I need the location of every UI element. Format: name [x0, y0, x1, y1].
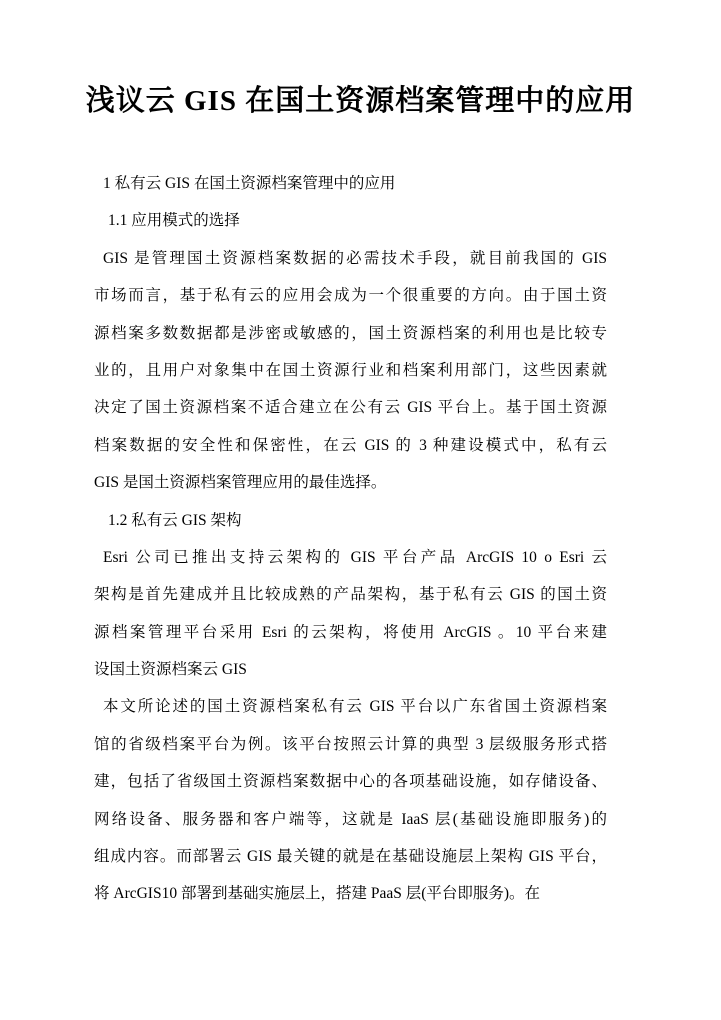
paragraph-line: 源档案管理平台采用 Esri 的云架构，将使用 ArcGIS 。10 平台来建	[94, 623, 607, 641]
paragraph-line: 决定了国土资源档案不适合建立在公有云 GIS 平台上。基于国土资源	[94, 399, 607, 417]
paragraph-line: 档案数据的安全性和保密性，在云 GIS 的 3 种建设模式中，私有云	[94, 436, 607, 454]
paragraph-line: 馆的省级档案平台为例。该平台按照云计算的典型 3 层级服务形式搭	[94, 735, 607, 753]
paragraph-line: 源档案多数数据都是涉密或敏感的，国土资源档案的利用也是比较专	[94, 324, 607, 342]
paragraph-line: 架构是首先建成并且比较成熟的产品架构，基于私有云 GIS 的国土资	[94, 586, 607, 604]
paragraph-line: GIS 是管理国土资源档案数据的必需技术手段，就目前我国的 GIS	[103, 249, 607, 267]
section-heading	[94, 202, 607, 239]
paragraph-line: 组成内容。而部署云 GIS 最关键的就是在基础设施层上架构 GIS 平台，	[94, 848, 607, 866]
paragraph-line: 市场而言，基于私有云的应用会成为一个很重要的方向。由于国土资	[94, 287, 607, 305]
paragraph-line: 业的，且用户对象集中在国土资源行业和档案利用部门，这些因素就	[94, 361, 607, 379]
paragraph	[94, 539, 607, 689]
section-heading	[94, 165, 607, 202]
document-body	[94, 165, 607, 913]
paragraph-line: 本文所论述的国土资源档案私有云 GIS 平台以广东省国土资源档案	[103, 698, 607, 716]
paragraph-line: 建，包括了省级国土资源档案数据中心的各项基础设施，如存储设备、	[94, 773, 607, 791]
paragraph	[94, 240, 607, 502]
section-heading	[94, 502, 607, 539]
heading-line: 1 私有云 GIS 在国土资源档案管理中的应用	[103, 175, 396, 192]
paragraph	[94, 688, 607, 912]
paragraph-line: GIS 是国土资源档案管理应用的最佳选择。	[94, 474, 387, 492]
paragraph-line: 网络设备、服务器和客户端等，这就是 IaaS 层(基础设施即服务)的	[94, 810, 607, 828]
paragraph-line: Esri 公司已推出支持云架构的 GIS 平台产品 ArcGIS 10 o Esri 云	[103, 548, 607, 566]
document-title: 浅议云 GIS 在国土资源档案管理中的应用	[85, 85, 636, 117]
heading-line: 1.1 应用模式的选择	[108, 212, 240, 230]
heading-line: 1.2 私有云 GIS 架构	[108, 511, 242, 529]
paragraph-line: 设国土资源档案云 GIS	[94, 661, 247, 679]
paragraph-line: 将 ArcGIS10 部署到基础实施层上，搭建 PaaS 层(平台即服务)。在	[94, 885, 541, 903]
